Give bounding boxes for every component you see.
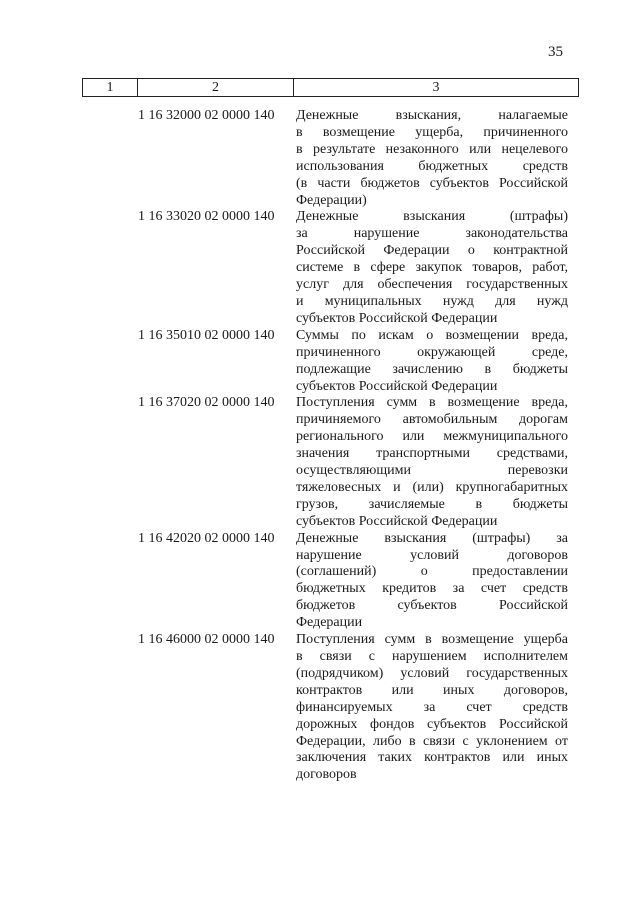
revenue-code: 1 16 33020 02 0000 140 [138, 209, 275, 225]
description-line: услуг для обеспечения государственных [296, 277, 568, 293]
description-line: осуществляющими перевозки [296, 463, 568, 479]
description-line: в результате незаконного или нецелевого [296, 141, 568, 157]
table-row [138, 108, 578, 209]
revenue-code: 1 16 37020 02 0000 140 [138, 395, 275, 411]
description-line: Федерации) [296, 192, 367, 208]
description-line: Федерации, либо в связи с уклонением от [296, 733, 568, 749]
table-row [138, 209, 578, 327]
description-line: Денежные взыскания (штрафы) [296, 209, 568, 225]
description-line: Поступления сумм в возмещение вреда, [296, 395, 568, 411]
description-line: Денежные взыскания, налагаемые [296, 108, 568, 123]
table-row [138, 328, 578, 396]
column-header-1: 1 [83, 79, 138, 97]
description-line: регионального или межмуниципального [296, 429, 568, 445]
revenue-description [296, 531, 568, 632]
table-header [82, 78, 579, 97]
description-line: подлежащие зачислению в бюджеты [296, 361, 568, 377]
description-line: бюджетов субъектов Российской [296, 598, 568, 614]
description-line: финансируемых за счет средств [296, 699, 568, 715]
description-line: договоров [296, 767, 357, 783]
column-header-2: 2 [138, 79, 294, 97]
description-line: Российской Федерации о контрактной [296, 243, 568, 259]
description-line: значения транспортными средствами, [296, 446, 568, 462]
table-body [138, 108, 578, 784]
table-row [138, 632, 578, 784]
description-line: в возмещение ущерба, причиненного [296, 124, 568, 140]
description-line: Суммы по искам о возмещении вреда, [296, 327, 568, 343]
description-line: нарушение условий договоров [296, 547, 568, 563]
description-line: субъектов Российской Федерации [296, 378, 498, 394]
description-line: (подрядчиком) условий государственных [296, 665, 568, 681]
revenue-code: 1 16 42020 02 0000 140 [138, 530, 275, 546]
column-header-3: 3 [294, 79, 579, 97]
description-line: Федерации [296, 615, 363, 631]
revenue-description [296, 209, 568, 327]
description-line: бюджетных кредитов за счет средств [296, 581, 568, 597]
description-line: (в части бюджетов субъектов Российской [296, 175, 568, 191]
description-line: Поступления сумм в возмещение ущерба [296, 632, 568, 648]
description-line: грузов, зачисляемые в бюджеты [296, 496, 568, 512]
description-line: системе в сфере закупок товаров, работ, [296, 260, 568, 276]
description-line: Денежные взыскания (штрафы) за [296, 530, 568, 546]
description-line: субъектов Российской Федерации [296, 513, 498, 529]
description-line: причиняемого автомобильным дорогам [296, 412, 568, 428]
description-line: дорожных фондов субъектов Российской [296, 716, 568, 732]
revenue-description [296, 108, 568, 209]
description-line: субъектов Российской Федерации [296, 310, 498, 326]
description-line: (соглашений) о предоставлении [296, 564, 568, 580]
revenue-description [296, 395, 568, 530]
page-number: 35 [548, 44, 563, 60]
description-line: причиненного окружающей среде, [296, 344, 568, 360]
description-line: в связи с нарушением исполнителем [296, 649, 568, 664]
revenue-code: 1 16 35010 02 0000 140 [138, 327, 275, 343]
revenue-description [296, 632, 568, 784]
revenue-description [296, 328, 568, 396]
description-line: и муниципальных нужд для нужд [296, 293, 568, 309]
revenue-code: 1 16 32000 02 0000 140 [138, 108, 275, 123]
table-row [138, 531, 578, 632]
description-line: тяжеловесных и (или) крупногабаритных [296, 479, 568, 495]
description-line: за нарушение законодательства [296, 226, 568, 242]
table-row [138, 395, 578, 530]
description-line: контрактов или иных договоров, [296, 682, 568, 698]
description-line: использования бюджетных средств [296, 158, 568, 174]
description-line: заключения таких контрактов или иных [296, 750, 568, 766]
revenue-code: 1 16 46000 02 0000 140 [138, 632, 275, 648]
